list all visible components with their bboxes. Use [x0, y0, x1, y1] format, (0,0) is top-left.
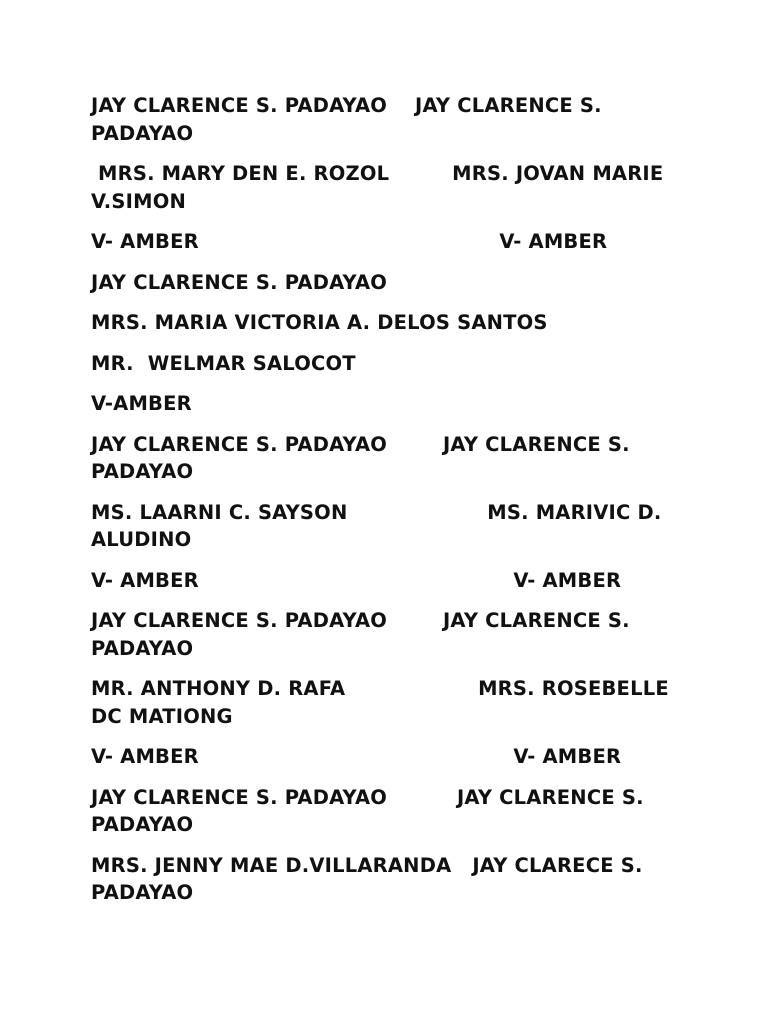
paragraph-14: JAY CLARENCE S. PADAYAO JAY CLARENCE S. PADAYAO	[91, 785, 651, 836]
paragraph-11: JAY CLARENCE S. PADAYAO JAY CLARENCE S. PADAYAO	[91, 609, 637, 660]
paragraph-15: MRS. JENNY MAE D.VILLARANDA JAY CLARECE S. PADAYAO	[91, 853, 650, 904]
paragraph-6: MR. WELMAR SALOCOT	[91, 351, 356, 375]
paragraph-13: V- AMBER V- AMBER	[91, 745, 622, 768]
paragraph-12: MR. ANTHONY D. RAFA MRS. ROSEBELLE DC MATIONG	[91, 677, 676, 728]
paragraph-10: V- AMBER V- AMBER	[91, 568, 622, 592]
paragraph-8: JAY CLARENCE S. PADAYAO JAY CLARENCE S. PADAYAO	[91, 432, 637, 483]
paragraph-3: V- AMBER V- AMBER	[91, 230, 608, 253]
paragraph-4: JAY CLARENCE S. PADAYAO	[91, 270, 388, 294]
paragraph-9: MS. LAARNI C. SAYSON MS. MARIVIC D. ALUDINO	[91, 500, 669, 551]
paragraph-2: MRS. MARY DEN E. ROZOL MRS. JOVAN MARIE V.SIMON	[91, 162, 671, 213]
document-body	[91, 92, 701, 920]
paragraph-5: MRS. MARIA VICTORIA A. DELOS SANTOS	[91, 311, 548, 334]
paragraph-1: JAY CLARENCE S. PADAYAO JAY CLARENCE S. PADAYAO	[91, 94, 609, 145]
paragraph-7: V-AMBER	[91, 392, 192, 415]
